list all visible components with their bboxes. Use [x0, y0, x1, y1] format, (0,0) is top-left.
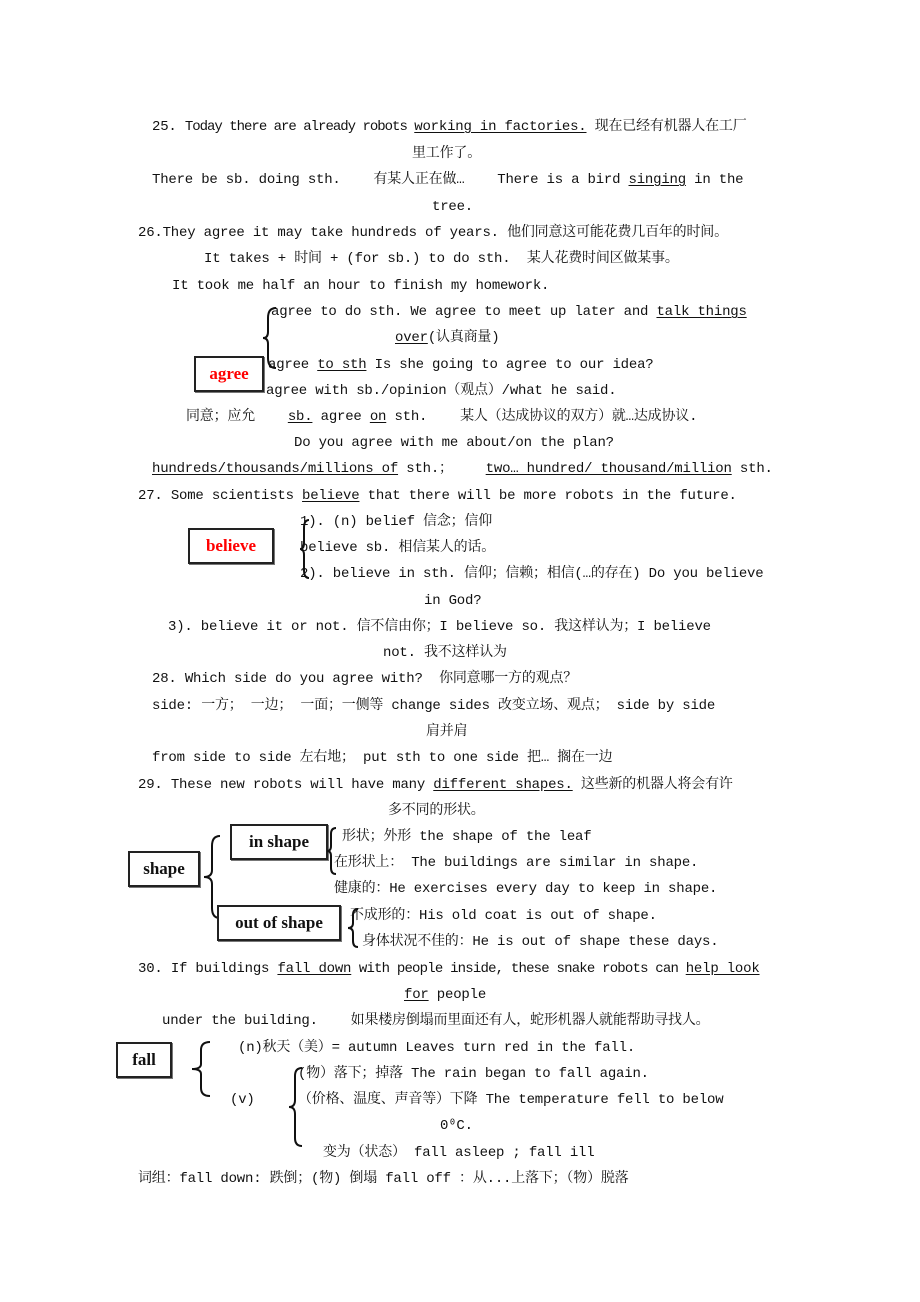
item25-pattern-line: [152, 171, 743, 189]
agree-usage2-underlined: to sth: [317, 357, 367, 373]
agree-usage3: agree with sb./opinion（观点）/what he said.: [266, 383, 617, 399]
item25-pattern-cn: 有某人正在做…: [373, 172, 465, 188]
fall-phrases: 词组：fall down: 跌倒；(物) 倒塌 fall off ：从...上落下；（物）脱落: [138, 1171, 629, 1187]
item30-help-look: help look: [685, 961, 760, 977]
agree-usage4-on: on: [369, 409, 387, 425]
item30-translation: 如果楼房倒塌而里面还有人，蛇形机器人就能帮助寻找人。: [350, 1013, 710, 1029]
item25-sentence-line: [152, 118, 747, 136]
believe-sense1b: believe sb. 相信某人的话。: [300, 540, 496, 556]
agree-usage4-cn: 某人（达成协议的双方）就…达成协议.: [460, 409, 698, 425]
item25-translation: 现在已经有机器人在工厂: [586, 119, 747, 135]
item27-sentence-post: that there will be more robots in the future.: [359, 488, 737, 504]
side-line2: from side to side 左右地； put sth to one side 把… 搁在一边: [152, 750, 613, 766]
believe-sense2-cont: in God?: [424, 593, 482, 609]
agree-usage4-post: sth.: [386, 409, 428, 425]
item25-example: There is a bird: [497, 172, 629, 188]
item25-translation-cont: 里工作了。: [412, 146, 481, 162]
item30-people: people: [428, 987, 487, 1003]
item26-pattern-line: [204, 250, 679, 268]
agree-usage2: [268, 356, 654, 374]
item25-underlined-phrase: working in factories.: [414, 119, 587, 135]
item30-sentence-mid: with people inside, these snake robots can: [351, 961, 686, 977]
side-line-cont: 肩并肩: [426, 724, 468, 740]
item30-sentence-cont: [404, 986, 486, 1004]
two-underlined: two… hundred/ thousand/million: [485, 461, 732, 477]
agree-example2: Do you agree with me about/on the plan?: [294, 435, 614, 451]
agree-usage1-underlined: talk things: [656, 304, 747, 320]
item30-line3: [162, 1012, 709, 1030]
fall-box: [116, 1042, 172, 1078]
item26-sentence-line: [138, 224, 728, 242]
fall-brace-icon: [190, 1040, 212, 1098]
two-post: sth.: [731, 461, 773, 477]
out-of-shape-sense1: 不成形的：His old coat is out of shape.: [350, 908, 657, 924]
item27-sentence: Some scientists: [170, 488, 303, 504]
item28-sentence: Which side do you agree with?: [184, 671, 423, 687]
shape-box: [128, 851, 200, 887]
agree-box-label: agree: [209, 364, 249, 383]
agree-usage4-sb: sb.: [287, 409, 313, 425]
believe-sense1: 1). (n) belief 信念；信仰: [300, 514, 493, 530]
hundreds-underlined: hundreds/thousands/millions of: [152, 461, 399, 477]
item30-sentence-line: [138, 960, 760, 978]
believe-sense3-cont: not. 我不这样认为: [383, 645, 507, 661]
fall-verb3: 变为（状态） fall asleep ; fall ill: [323, 1145, 595, 1161]
agree-usage1-cont-text: (认真商量): [427, 330, 500, 346]
believe-sense3: 3). believe it or not. 信不信由你；I believe so. 我这样认为；I believe: [168, 619, 711, 635]
item26-number: 26.: [138, 225, 163, 241]
fall-verb2: （价格、温度、声音等）下降 The temperature fell to below: [298, 1092, 724, 1108]
item29-translation: 这些新的机器人将会有许: [572, 777, 733, 793]
item28-sentence-line: [152, 670, 577, 688]
fall-box-label: fall: [132, 1050, 156, 1069]
agree-usage1-cont: [395, 329, 499, 347]
item25-example-underlined: singing: [628, 172, 686, 188]
side-line: side: 一方； 一边； 一面；一侧等 change sides 改变立场、观点； side by side: [152, 698, 716, 714]
item26-pattern: It takes + 时间 + (for sb.) to do sth.: [204, 251, 511, 267]
item26-sentence: They agree it may take hundreds of years.: [162, 225, 499, 241]
item28-translation: 你同意哪一方的观点？: [439, 671, 578, 687]
out-of-shape-box-label: out of shape: [235, 913, 323, 932]
item29-number: 29.: [138, 777, 163, 793]
item26-translation: 他们同意这可能花费几百年的时间。: [507, 225, 728, 241]
believe-box-label: believe: [205, 536, 257, 555]
in-shape-box: [230, 824, 328, 860]
item26-example: It took me half an hour to finish my homework.: [172, 278, 550, 294]
item30-fall-down: fall down: [277, 961, 352, 977]
agree-usage2-post: Is she going to agree to our idea?: [366, 357, 654, 373]
agree-usage4: [186, 408, 697, 426]
hundreds-post: sth.；: [398, 461, 453, 477]
item29-underlined: different shapes.: [433, 777, 573, 793]
in-shape-sense1: 形状；外形 the shape of the leaf: [342, 829, 592, 845]
item29-sentence: These new robots will have many: [170, 777, 434, 793]
hundreds-line: [152, 460, 773, 478]
item29-sentence-line: [138, 776, 733, 794]
item30-for: for: [404, 987, 429, 1003]
out-of-shape-box: [217, 905, 341, 941]
item25-example-post: in the: [685, 172, 744, 188]
item30-under-building: under the building.: [162, 1013, 318, 1029]
believe-sense2: 2). believe in sth. 信仰；信赖；相信(…的存在) Do you believe: [300, 566, 764, 582]
agree-usage2-text: agree: [268, 357, 318, 373]
fall-verb2-cont: 0⁰C.: [440, 1118, 473, 1134]
item25-pattern: There be sb. doing sth.: [152, 172, 341, 188]
item25-example-end: tree.: [432, 199, 474, 215]
shape-box-label: shape: [143, 859, 185, 878]
in-shape-sense2: 在形状上： The buildings are similar in shape.: [334, 855, 699, 871]
in-shape-sense3: 健康的：He exercises every day to keep in shape.: [334, 881, 718, 897]
item26-pattern-cn: 某人花费时间区做某事。: [526, 251, 679, 267]
agree-usage1-cont-underlined: over: [395, 330, 428, 346]
item29-translation-cont: 多不同的形状。: [388, 803, 485, 819]
fall-noun: (n)秋天（美）= autumn Leaves turn red in the fall.: [238, 1040, 636, 1056]
item27-underlined: believe: [302, 488, 360, 504]
fall-verb-label: (v): [230, 1092, 255, 1108]
agree-usage1-text: agree to do sth. We agree to meet up later and: [271, 304, 657, 320]
item27-number: 27.: [138, 488, 163, 504]
item30-number: 30.: [138, 961, 163, 977]
out-of-shape-sense2: 身体状况不佳的：He is out of shape these days.: [362, 934, 719, 950]
item27-sentence-line: [138, 487, 737, 505]
agree-usage4-mid: agree: [312, 409, 370, 425]
agree-box: [194, 356, 264, 392]
item30-sentence: If buildings: [170, 961, 278, 977]
believe-box: [188, 528, 274, 564]
item25-sentence: Today there are already robots: [184, 119, 415, 135]
fall-verb1: (物）落下；掉落 The rain began to fall again.: [298, 1066, 649, 1082]
in-shape-box-label: in shape: [249, 832, 309, 851]
item25-number: 25.: [152, 119, 177, 135]
agree-usage1: [271, 303, 747, 321]
item28-number: 28.: [152, 671, 177, 687]
agree-meaning: 同意；应允: [186, 409, 255, 425]
